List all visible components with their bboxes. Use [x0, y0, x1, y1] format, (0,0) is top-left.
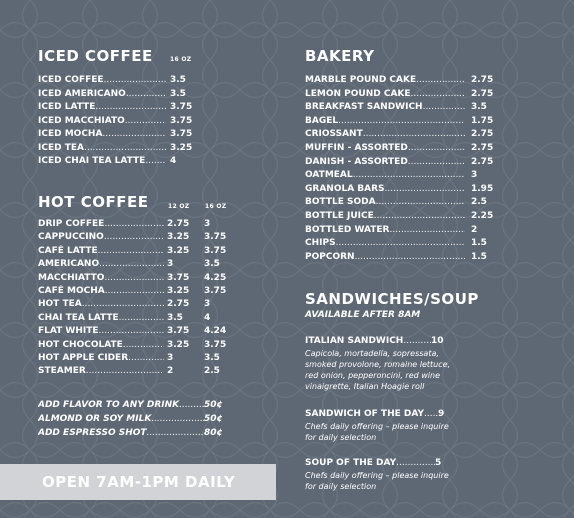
menu-item-row	[38, 325, 238, 338]
item-price-16oz: 3.5	[204, 259, 220, 270]
item-price-12oz: 3.75	[167, 326, 190, 337]
item-price-12oz: 3.5	[167, 312, 183, 323]
addon-row	[38, 427, 258, 440]
item-price-16oz: 3.75	[204, 232, 227, 243]
menu-item-row	[305, 183, 505, 196]
item-price: 2	[471, 224, 478, 235]
menu-item-row	[38, 258, 238, 271]
addon-row	[38, 399, 258, 412]
addon-name: ALMOND OR SOY MILK .....	[38, 413, 204, 426]
item-price-12oz: 3.25	[167, 232, 190, 243]
item-name: HOT APPLE CIDER .....	[38, 352, 164, 365]
item-name: CHIPS .....	[305, 237, 465, 250]
sandwich-item	[305, 457, 515, 492]
item-price-16oz: 3	[204, 219, 211, 229]
menu-item-row	[38, 155, 198, 168]
sandwich-item	[305, 408, 515, 443]
item-name: POPCORN .....	[305, 251, 465, 264]
item-name: ICED MOCHA .....	[38, 128, 166, 141]
item-name: BREAKFAST SANDWICH .....	[305, 101, 465, 114]
item-name: HOT TEA .....	[38, 298, 164, 311]
item-name: CAFÉ LATTE .....	[38, 245, 164, 258]
item-price: 2.5	[471, 197, 487, 208]
sandwich-description-line: red onion, pepperoncini, red wine	[305, 371, 440, 380]
item-price: 4	[170, 156, 177, 166]
item-name: ICED LATTE .....	[38, 101, 166, 114]
menu-item-row	[305, 224, 505, 237]
item-name: MARBLE POUND CAKE .....	[305, 74, 465, 87]
menu-item-row	[305, 196, 505, 209]
menu-item-row	[38, 272, 238, 285]
addon-name: ADD ESPRESSO SHOT .....	[38, 427, 204, 440]
item-name: CRIOSSANT .....	[305, 128, 465, 141]
menu-item-row	[305, 128, 505, 141]
sandwich-price: 5	[435, 458, 442, 468]
item-price-16oz: 4.24	[204, 326, 227, 337]
addon-price: 80¢	[204, 427, 223, 438]
menu-item-row	[38, 339, 238, 352]
item-name: ICED CHAI TEA LATTE .....	[38, 155, 166, 168]
menu-item-row	[305, 169, 505, 182]
item-name: MACCHIATTO .....	[38, 272, 164, 285]
iced-size-header: 16 OZ	[170, 56, 192, 63]
item-price: 2.25	[471, 211, 494, 221]
item-name: ICED AMERICANO .....	[38, 88, 166, 101]
hot-size-header-16: 16 OZ	[205, 203, 227, 210]
sandwich-price: 10	[431, 336, 444, 346]
item-price: 2.75	[471, 88, 494, 99]
menu-item-row	[38, 74, 198, 87]
item-name: BOTTLED WATER .....	[305, 224, 465, 237]
menu-item-row	[305, 115, 505, 128]
sandwich-name-row	[305, 457, 505, 470]
item-price: 3.5	[170, 88, 186, 99]
sandwich-description-line: smoked provolone, romaine lettuce,	[305, 360, 451, 369]
menu-item-row	[38, 101, 198, 114]
item-price: 3.75	[170, 102, 193, 112]
item-price: 3.5	[170, 75, 186, 85]
item-price-16oz: 4.25	[204, 272, 227, 283]
menu-item-row	[38, 142, 198, 155]
menu-item-row	[305, 142, 505, 155]
menu-item-row	[38, 352, 238, 365]
bakery-heading: BAKERY	[305, 47, 375, 65]
menu-item-row	[38, 365, 238, 378]
item-price-12oz: 3.25	[167, 245, 190, 256]
menu-item-row	[38, 285, 238, 298]
menu-item-row	[38, 218, 238, 231]
item-name: HOT CHOCOLATE .....	[38, 339, 164, 352]
menu-item-row	[38, 312, 238, 325]
item-price-12oz: 3.25	[167, 286, 190, 296]
item-price-12oz: 2	[167, 366, 174, 377]
item-name: BAGEL .....	[305, 115, 465, 128]
sandwich-description-line: Capicola, mortadella, sopressata,	[305, 349, 439, 358]
item-price: 3.75	[170, 129, 193, 139]
item-price-12oz: 2.75	[167, 219, 190, 229]
item-price: 1.5	[471, 251, 487, 262]
hot-coffee-heading: HOT COFFEE	[38, 193, 149, 211]
item-name: CHAI TEA LATTE .....	[38, 312, 164, 325]
item-name: CAFÉ MOCHA .....	[38, 285, 164, 298]
item-name: CAPPUCCINO .....	[38, 231, 164, 244]
item-price-16oz: 2.5	[204, 366, 220, 377]
menu-item-row	[305, 74, 505, 87]
item-price-16oz: 3.75	[204, 245, 227, 256]
menu-item-row	[305, 88, 505, 101]
item-name: FLAT WHITE .....	[38, 325, 164, 338]
item-name: MUFFIN - ASSORTED .....	[305, 142, 465, 155]
menu-item-row	[305, 251, 505, 264]
item-name: AMERICANO .....	[38, 258, 164, 271]
menu-item-row	[305, 156, 505, 169]
item-name: BOTTLE JUICE .....	[305, 210, 465, 223]
sandwich-description-line: for daily selection	[305, 482, 377, 491]
item-price: 2.75	[471, 143, 494, 153]
sandwich-name: ITALIAN SANDWICH .....	[305, 335, 431, 348]
item-price-12oz: 3	[167, 259, 174, 270]
item-price: 2.75	[471, 75, 494, 85]
item-price-12oz: 3.75	[167, 272, 190, 283]
sandwich-name: SOUP OF THE DAY .....	[305, 457, 435, 470]
addon-price: 50¢	[204, 413, 223, 424]
sandwich-name: SANDWICH OF THE DAY .....	[305, 408, 438, 421]
item-name: BOTTLE SODA .....	[305, 196, 465, 209]
sandwiches-subtitle: AVAILABLE AFTER 8AM	[305, 310, 421, 320]
sandwich-description-line: for daily selection	[305, 433, 377, 442]
item-price: 1.95	[471, 183, 494, 194]
menu-item-row	[305, 101, 505, 114]
item-price-16oz: 3.75	[204, 286, 227, 296]
item-name: OATMEAL .....	[305, 169, 465, 182]
item-name: ICED COFFEE .....	[38, 74, 166, 87]
addon-row	[38, 413, 258, 426]
hours-banner: OPEN 7AM-1PM DAILY	[0, 464, 276, 500]
sandwich-description-line: Chefs daily offering – please inquire	[305, 471, 449, 480]
item-price: 2.75	[471, 129, 494, 140]
item-name: LEMON POUND CAKE .....	[305, 88, 465, 101]
menu-item-row	[38, 298, 238, 311]
item-price-16oz: 4	[204, 312, 211, 323]
menu-item-row	[38, 245, 238, 258]
menu-item-row	[38, 231, 238, 244]
item-price-16oz: 3	[204, 299, 211, 310]
item-name: ICED TEA .....	[38, 142, 166, 155]
menu-item-row	[38, 128, 198, 141]
item-name: ICED MACCHIATO .....	[38, 115, 166, 128]
item-price-12oz: 3	[167, 353, 174, 363]
item-name: DRIP COFFEE .....	[38, 218, 164, 231]
item-price: 3.75	[170, 115, 193, 126]
menu-item-row	[305, 210, 505, 223]
item-price: 3.5	[471, 102, 487, 113]
item-price-12oz: 3.25	[167, 339, 190, 350]
item-price-12oz: 2.75	[167, 299, 190, 310]
item-price: 1.75	[471, 115, 494, 126]
item-price: 1.5	[471, 238, 487, 249]
addon-price: 50¢	[204, 400, 223, 410]
sandwich-description-line: vinaigrette, Italian Hoagie roll	[305, 382, 425, 391]
iced-coffee-heading: ICED COFFEE	[38, 47, 153, 65]
menu-item-row	[38, 115, 198, 128]
item-name: STEAMER .....	[38, 365, 164, 378]
hot-size-header-12: 12 OZ	[168, 203, 190, 210]
sandwich-item	[305, 335, 515, 392]
item-price: 2.75	[471, 156, 494, 167]
item-price: 3.25	[170, 142, 193, 153]
item-name: GRANOLA BARS .....	[305, 183, 465, 196]
menu-item-row	[305, 237, 505, 250]
sandwich-name-row	[305, 408, 505, 421]
item-price-16oz: 3.5	[204, 353, 220, 363]
sandwich-price: 9	[438, 409, 445, 419]
menu-item-row	[38, 88, 198, 101]
sandwich-description-line: Chefs daily offering – please inquire	[305, 422, 449, 431]
sandwiches-heading: SANDWICHES/SOUP	[305, 290, 479, 308]
item-price-16oz: 3.75	[204, 339, 227, 350]
item-name: DANISH - ASSORTED .....	[305, 156, 465, 169]
item-price: 3	[471, 170, 478, 181]
addon-name: ADD FLAVOR TO ANY DRINK .....	[38, 399, 204, 412]
sandwich-name-row	[305, 335, 505, 348]
